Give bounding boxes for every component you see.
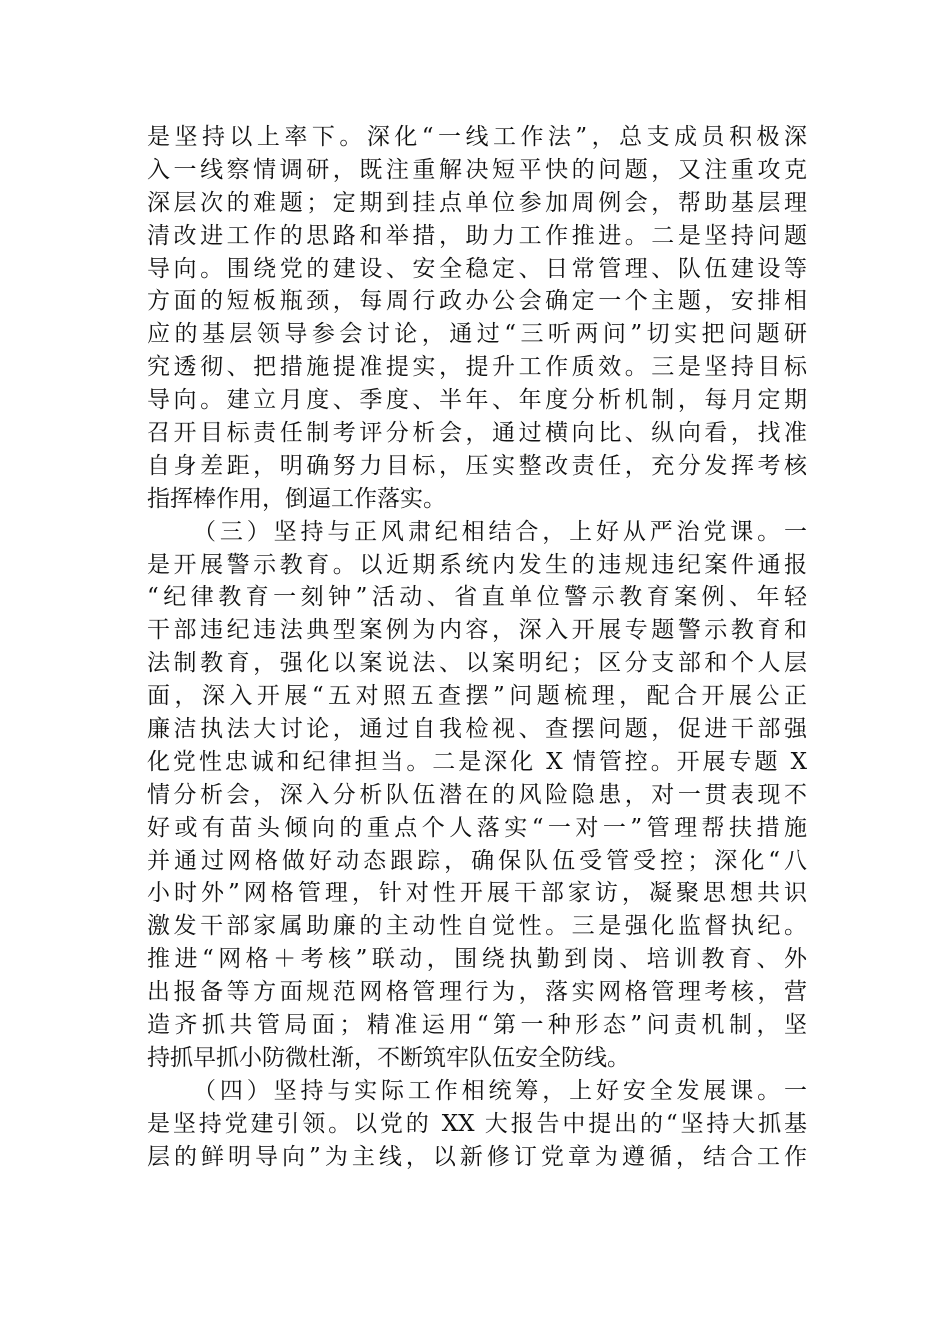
text-line: 造齐抓共管局面；精准运用“第一种形态”问责机制，坚 [147, 1012, 807, 1039]
text-line: 情分析会，深入分析队伍潜在的风险隐患，对一贯表现不 [147, 781, 807, 808]
text-line: 是开展警示教育。以近期系统内发生的违规违纪案件通报 [147, 551, 807, 578]
text-line: 入一线察情调研，既注重解决短平快的问题，又注重攻克 [147, 156, 807, 183]
text-line: 深层次的难题；定期到挂点单位参加周例会，帮助基层理 [147, 189, 807, 216]
text-line: 法制教育，强化以案说法、以案明纪；区分支部和个人层 [147, 650, 807, 677]
text-line: 出报备等方面规范网格管理行为，落实网格管理考核，营 [147, 979, 807, 1006]
text-line: 自身差距，明确努力目标，压实整改责任，充分发挥考核 [147, 452, 807, 479]
text-line: 是坚持党建引领。以党的 XX 大报告中提出的“坚持大抓基 [147, 1110, 807, 1137]
text-line: （三）坚持与正风肃纪相结合，上好从严治党课。一 [193, 518, 807, 545]
text-line: 化党性忠诚和纪律担当。二是深化 X 情管控。开展专题 X [147, 748, 807, 775]
text-line: 推进“网格＋考核”联动，围绕执勤到岗、培训教育、外 [147, 946, 807, 973]
text-line: 面，深入开展“五对照五查摆”问题梳理，配合开展公正 [147, 683, 807, 710]
text-line: 导向。建立月度、季度、半年、年度分析机制，每月定期 [147, 387, 807, 414]
text-line: 并通过网格做好动态跟踪，确保队伍受管受控；深化“八 [147, 847, 807, 874]
text-line: 干部违纪违法典型案例为内容，深入开展专题警示教育和 [147, 617, 807, 644]
text-line: 小时外”网格管理，针对性开展干部家访，凝聚思想共识 [147, 880, 807, 907]
text-line: 激发干部家属助廉的主动性自觉性。三是强化监督执纪。 [147, 913, 807, 940]
text-line: 是坚持以上率下。深化“一线工作法”，总支成员积极深 [147, 124, 807, 150]
text-line: 方面的短板瓶颈，每周行政办公会确定一个主题，安排相 [147, 288, 807, 315]
text-line: “纪律教育一刻钟”活动、省直单位警示教育案例、年轻 [147, 584, 807, 611]
text-line: 召开目标责任制考评分析会，通过横向比、纵向看，找准 [147, 420, 807, 447]
text-line: 持抓早抓小防微杜渐，不断筑牢队伍安全防线。 [147, 1044, 630, 1071]
text-line: 清改进工作的思路和举措，助力工作推进。二是坚持问题 [147, 222, 807, 249]
text-line: 好或有苗头倾向的重点个人落实“一对一”管理帮扶措施 [147, 814, 807, 841]
text-line: 层的鲜明导向”为主线，以新修订党章为遵循，结合工作 [147, 1143, 807, 1170]
body-text [147, 121, 807, 1174]
text-line: 导向。围绕党的建设、安全稳定、日常管理、队伍建设等 [147, 255, 807, 282]
text-line: （四）坚持与实际工作相统筹，上好安全发展课。一 [193, 1077, 807, 1104]
text-line: 应的基层领导参会讨论，通过“三听两问”切实把问题研 [147, 321, 807, 348]
text-line: 廉洁执法大讨论，通过自我检视、查摆问题，促进干部强 [147, 716, 807, 743]
text-line: 究透彻、把措施提准提实，提升工作质效。三是坚持目标 [147, 354, 807, 381]
text-line: 指挥棒作用，倒逼工作落实。 [147, 485, 446, 512]
